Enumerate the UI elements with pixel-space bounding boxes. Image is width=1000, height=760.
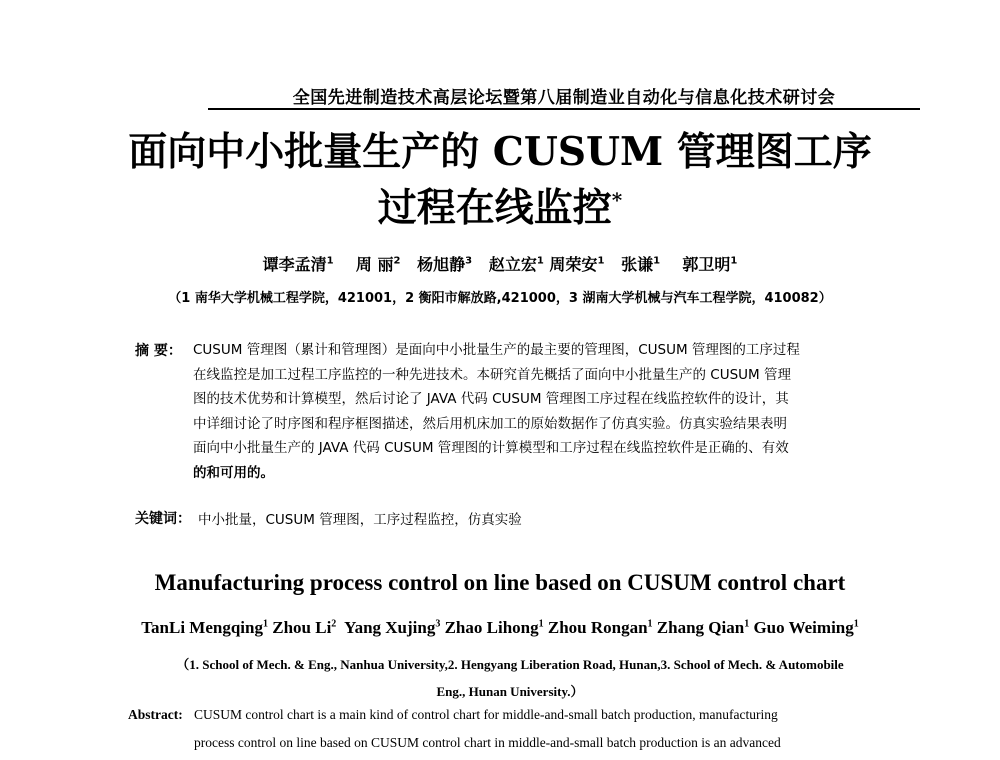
abstract-en-label: Abstract: xyxy=(128,707,183,722)
author-cn-sup: 1 xyxy=(536,255,544,267)
abstract-cn-body xyxy=(193,338,885,485)
abstract-cn-label: 摘 要： xyxy=(135,343,182,359)
abstract-cn-line: 的和可用的。 xyxy=(193,464,274,481)
author-cn: 周 丽 xyxy=(355,255,394,274)
abstract-en-line: CUSUM control chart is a main kind of control chart for middle-and-small batch production, manufacturing xyxy=(194,707,778,722)
keywords-cn-text: 中小批量，CUSUM 管理图，工序过程监控，仿真实验 xyxy=(198,512,522,528)
author-cn-sup: 1 xyxy=(326,255,334,267)
author-en: TanLi Mengqing xyxy=(141,618,263,637)
affiliation-en-line: Eng., Hunan University.） xyxy=(436,684,584,699)
title-cn-line2-text: 过程在线监控 xyxy=(377,185,612,231)
author-en-sup: 1 xyxy=(538,618,544,630)
affiliation-en xyxy=(120,651,900,705)
abstract-cn-line: 在线监控是加工过程工序监控的一种先进技术。本研究首先概括了面向中小批量生产的 CUSUM 管理 xyxy=(193,366,791,383)
abstract-cn-line: 面向中小批量生产的 JAVA 代码 CUSUM 管理图的计算模型和工序过程在线监控软件是正确的、有效 xyxy=(193,440,789,456)
author-en: Zhou Rongan xyxy=(547,618,648,637)
title-footnote-mark: * xyxy=(611,188,623,212)
conference-header: 全国先进制造技术高层论坛暨第八届制造业自动化与信息化技术研讨会 xyxy=(292,88,836,108)
authors-en xyxy=(80,618,920,638)
author-en: Zhou Li xyxy=(272,618,332,637)
authors-cn xyxy=(150,252,850,275)
author-cn-sup: 1 xyxy=(730,255,738,267)
title-cn-line2 xyxy=(120,176,880,232)
author-en: Guo Weiming xyxy=(753,618,854,637)
author-cn-sup: 2 xyxy=(393,255,401,267)
abstract-en-line: process control on line based on CUSUM control chart in middle-and-small batch production is an advanced xyxy=(194,735,781,750)
author-en-sup: 1 xyxy=(262,618,268,630)
author-cn: 谭李孟清 xyxy=(262,255,327,274)
abstract-cn-line: 中详细讨论了时序图和程序框图描述，然后用机床加工的原始数据作了仿真实验。仿真实验结果表明 xyxy=(193,415,787,432)
author-en-sup: 3 xyxy=(435,618,441,630)
author-en-sup: 1 xyxy=(744,618,750,630)
affiliation-cn: （1 南华大学机械工程学院，421001，2 衡阳市解放路,421000，3 湖南大学机械与汽车工程学院，410082） xyxy=(168,291,832,306)
author-cn-sup: 1 xyxy=(653,255,661,267)
header-rule xyxy=(208,108,920,110)
author-en: Yang Xujing xyxy=(344,618,436,637)
author-cn-sup: 1 xyxy=(597,255,605,267)
author-cn: 赵立宏 xyxy=(488,255,537,274)
author-en-sup: 1 xyxy=(647,618,653,630)
author-cn: 郭卫明 xyxy=(682,255,731,274)
title-en: Manufacturing process control on line based on CUSUM control chart xyxy=(154,570,846,595)
author-cn-sup: 3 xyxy=(465,255,473,267)
affiliation-en-line: （1. School of Mech. & Eng., Nanhua University,2. Hengyang Liberation Road, Hunan,3. School of Mech. & Automobile xyxy=(176,657,844,672)
author-en: Zhao Lihong xyxy=(444,618,539,637)
title-cn-line1: 面向中小批量生产的 CUSUM 管理图工序 xyxy=(128,129,872,175)
abstract-cn-line: 图的技术优势和计算模型，然后讨论了 JAVA 代码 CUSUM 管理图工序过程在线监控软件的设计，其 xyxy=(193,391,789,407)
author-en: Zhang Qian xyxy=(656,618,745,637)
author-cn: 周荣安 xyxy=(549,255,598,274)
author-cn: 杨旭静 xyxy=(417,255,466,274)
author-en-sup: 2 xyxy=(331,618,337,630)
author-en-sup: 1 xyxy=(853,618,859,630)
keywords-cn-label: 关键词： xyxy=(135,511,191,527)
abstract-cn-line: CUSUM 管理图（累计和管理图）是面向中小批量生产的最主要的管理图，CUSUM 管理图的工序过程 xyxy=(193,342,800,358)
author-cn: 张谦 xyxy=(621,255,654,274)
